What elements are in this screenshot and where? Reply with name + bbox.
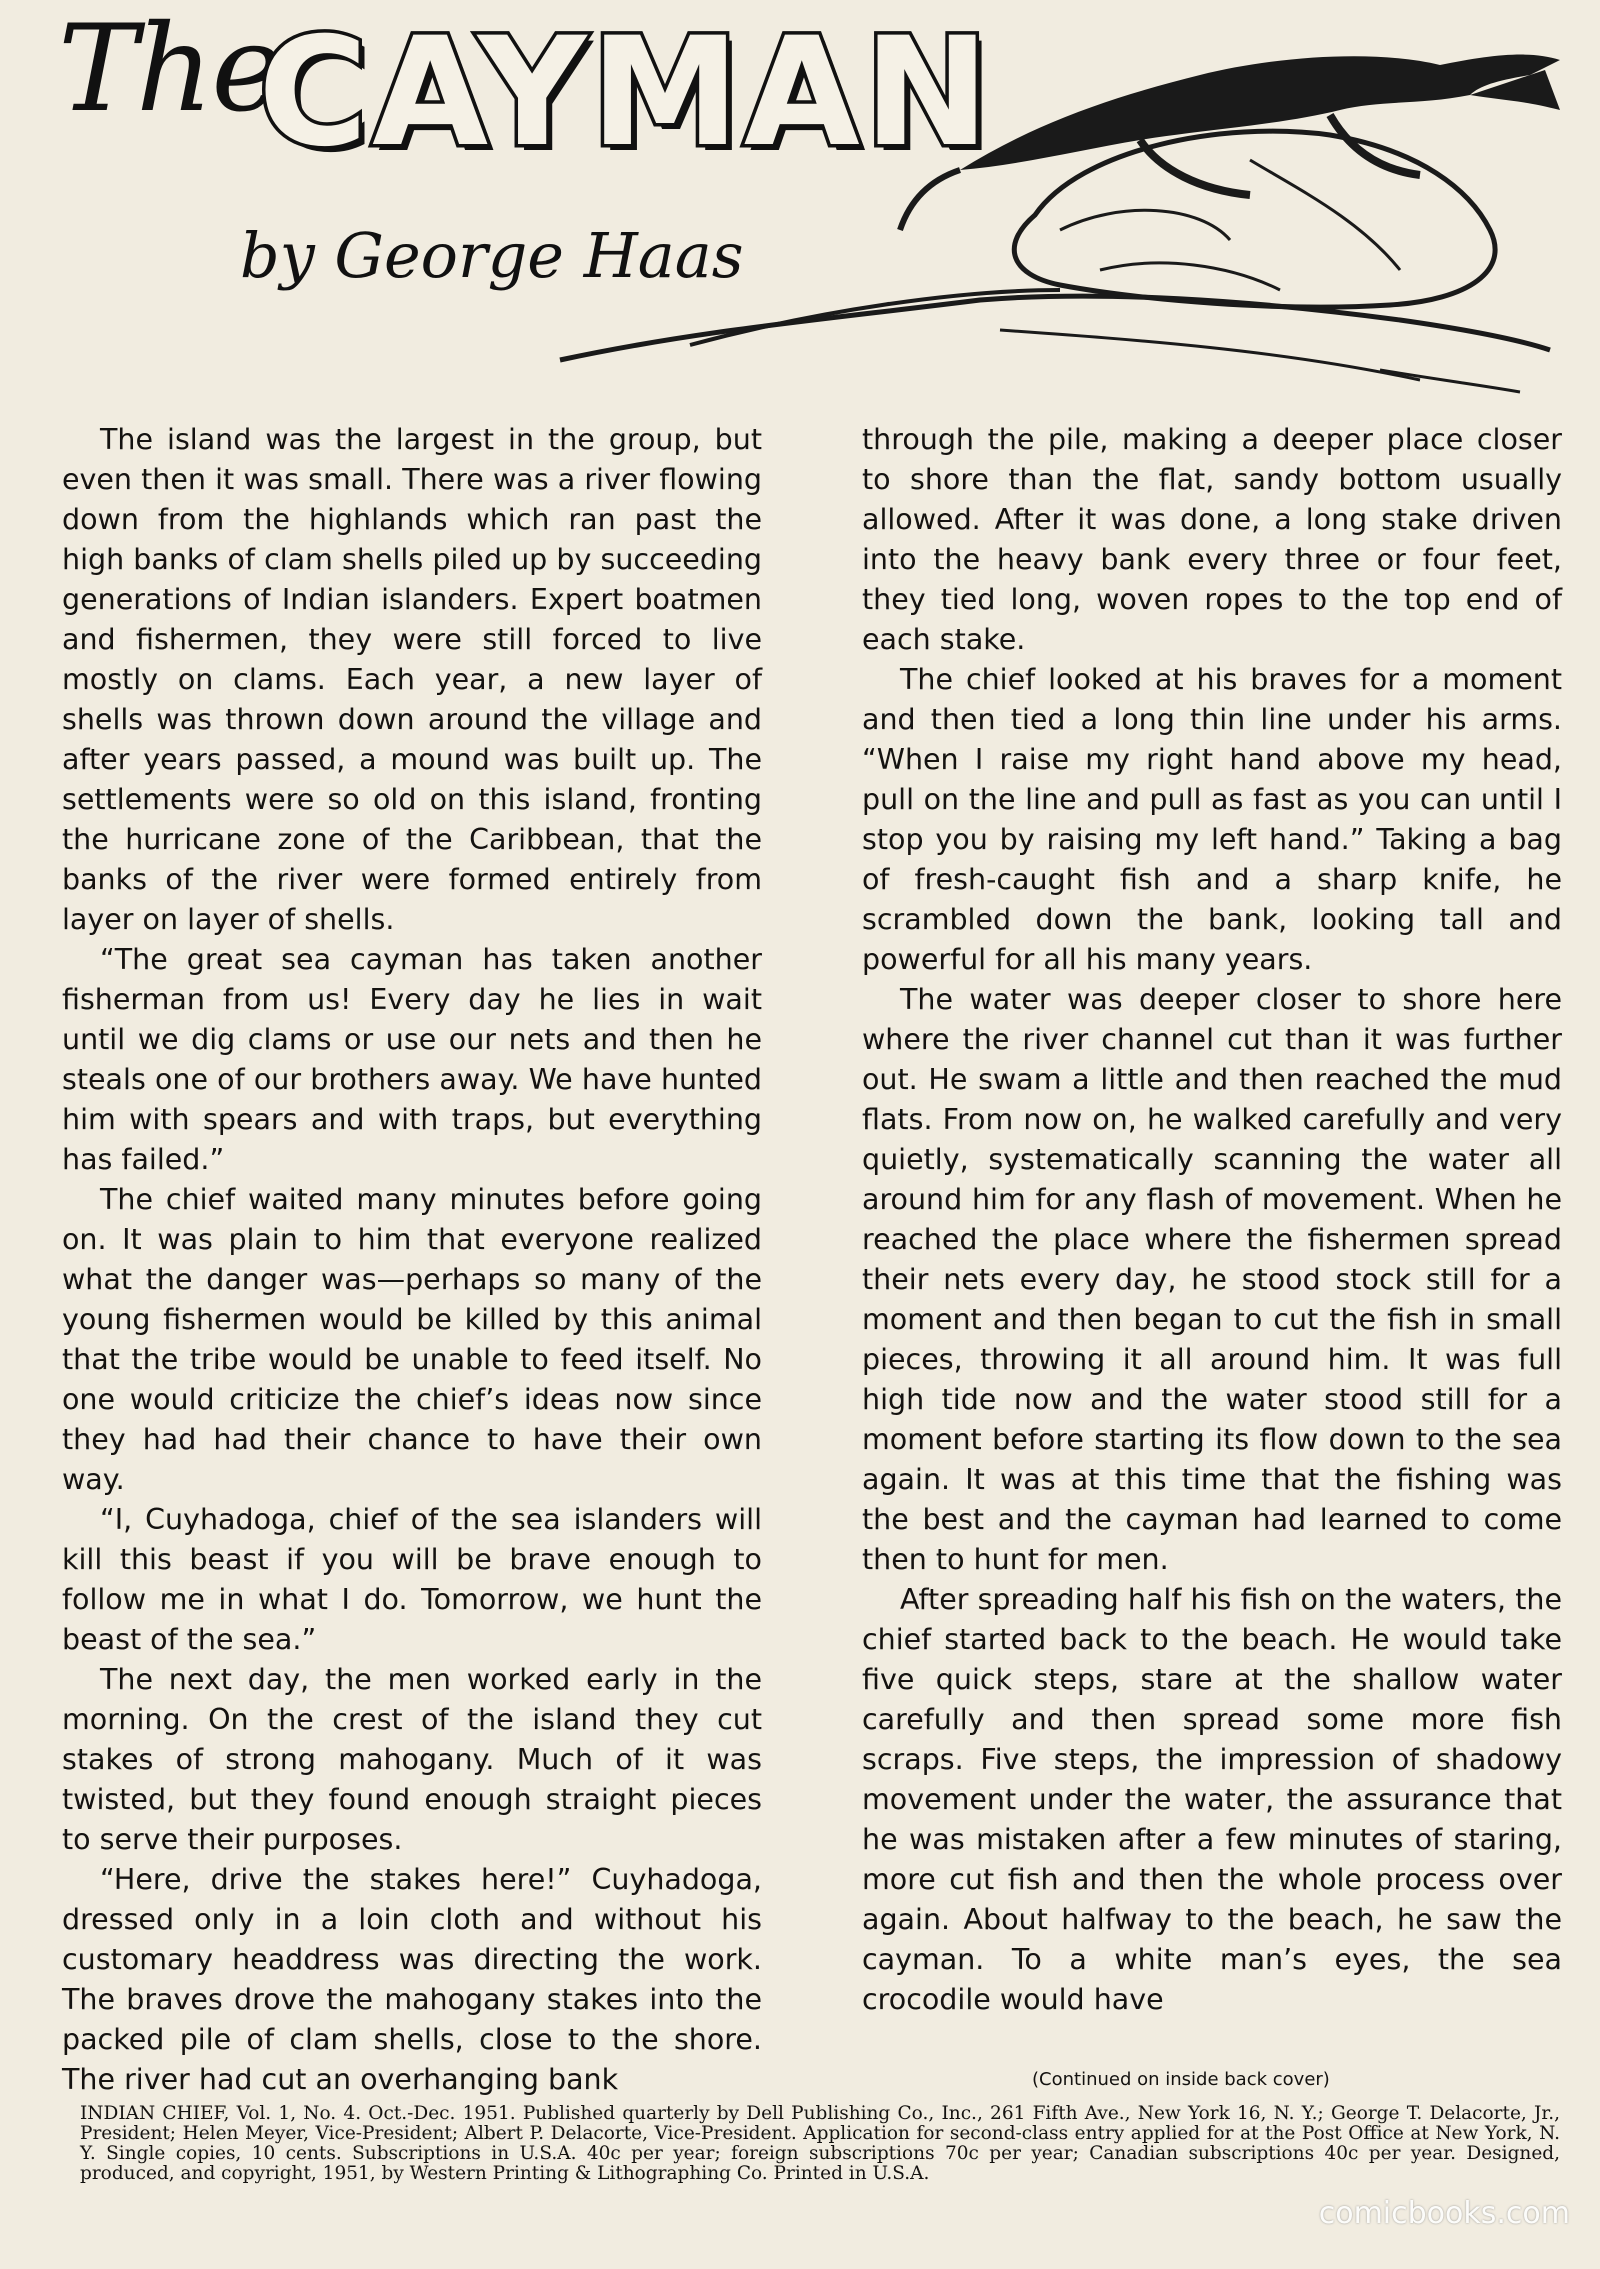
paragraph: The island was the largest in the group, but even then it was small. There was a river flowing down from the highlands which ran past the high banks of clam shells piled up by succeeding generations of Indian islanders. Expert boatmen and fishermen, they were still forced to live mostly on clams. Each year, a new layer of shells was thrown down around the village and after years passed, a mound was built up. The settlements were so old on this island, fronting the hurricane zone of the Caribbean, that the banks of the river were formed entirely from layer on layer of shells. [62,423,762,936]
cayman-illustration [0,0,1600,420]
paragraph: “I, Cuyhadoga, chief of the sea islanders will kill this beast if you will be brave enough to follow me in what I do. Tomorrow, we hunt the beast of the sea.” [62,1503,762,1656]
byline: by George Haas [240,219,744,292]
paragraph: through the pile, making a deeper place closer to shore than the flat, sandy bottom usually allowed. After it was done, a long stake driven into the heavy bank every three or four feet, they tied long, woven ropes to the top end of each stake. [862,423,1562,656]
paragraph: “Here, drive the stakes here!” Cuyhadoga, dressed only in a loin cloth and without his customary headdress was directing the work. The braves drove the mahogany stakes into the packed pile of clam shells, close to the shore. The river had cut an overhanging bank [62,1863,762,2096]
article-title: CAYMAN [258,6,994,180]
paragraph: “The great sea cayman has taken another fisherman from us! Every day he lies in wait until we dig clams or use our nets and then he steals one of our brothers away. We have hunted him with spears and with traps, but everything has failed.” [62,943,762,1176]
article-left-column [62,420,762,2100]
watermark: comicbooks.com [1318,2196,1570,2231]
paragraph: The chief waited many minutes before going on. It was plain to him that everyone realized what the danger was—perhaps so many of the young fishermen would be killed by this animal that the tribe would be unable to feed itself. No one would criticize the chief’s ideas now since they had had their chance to have their own way. [62,1183,762,1496]
paragraph: The next day, the men worked early in the morning. On the crest of the island they cut stakes of strong mahogany. Much of it was twisted, but they found enough straight pieces to serve their purposes. [62,1663,762,1856]
article-right-column [862,420,1562,2020]
title-script: The [58,0,281,139]
paragraph: The water was deeper closer to shore here where the river channel cut than it was further out. He swam a little and then reached the mud flats. From now on, he walked carefully and very quietly, systematically scanning the water all around him for any flash of movement. When he reached the place where the fishermen spread their nets every day, he stood stock still for a moment and then began to cut the fish in small pieces, throwing it all around him. It was full high tide now and the water stood still for a moment before starting its flow down to the sea again. It was at this time that the fishing was the best and the cayman had learned to come then to hunt for men. [862,983,1562,1576]
paragraph: The chief looked at his braves for a moment and then tied a long thin line under his arms. “When I raise my right hand above my head, pull on the line and pull as fast as you can until I stop you by raising my left hand.” Taking a bag of fresh-caught fish and a sharp knife, he scrambled down the bank, looking tall and powerful for all his many years. [862,663,1562,976]
paragraph: After spreading half his fish on the waters, the chief started back to the beach. He would take five quick steps, stare at the shallow water carefully and then spread some more fish scraps. Five steps, the impression of shadowy movement under the water, the assurance that he was mistaken after a few minutes of staring, more cut fish and then the whole process over again. About halfway to the beach, he saw the cayman. To a white man’s eyes, the sea crocodile would have [862,1583,1562,2016]
publication-info: INDIAN CHIEF, Vol. 1, No. 4. Oct.-Dec. 1951. Published quarterly by Dell Publishing Co., Inc., 261 Fifth Ave., New York 16, N. Y.; George T. Delacorte, Jr., President; Helen Meyer, Vice-President; Albert P. Delacorte, Vice-President. Application for second-class entry applied for at the Post Office at New York, N. Y. Single copies, 10 cents. Subscriptions in U.S.A. 40c per year; foreign subscriptions 70c per year; Canadian subscriptions 40c per year. Designed, produced, and copyright, 1951, by Western Printing & Lithographing Co. Printed in U.S.A. [80,2103,1560,2184]
continued-note: (Continued on inside back cover) [1032,2069,1330,2090]
crocodile-shape [960,55,1560,170]
